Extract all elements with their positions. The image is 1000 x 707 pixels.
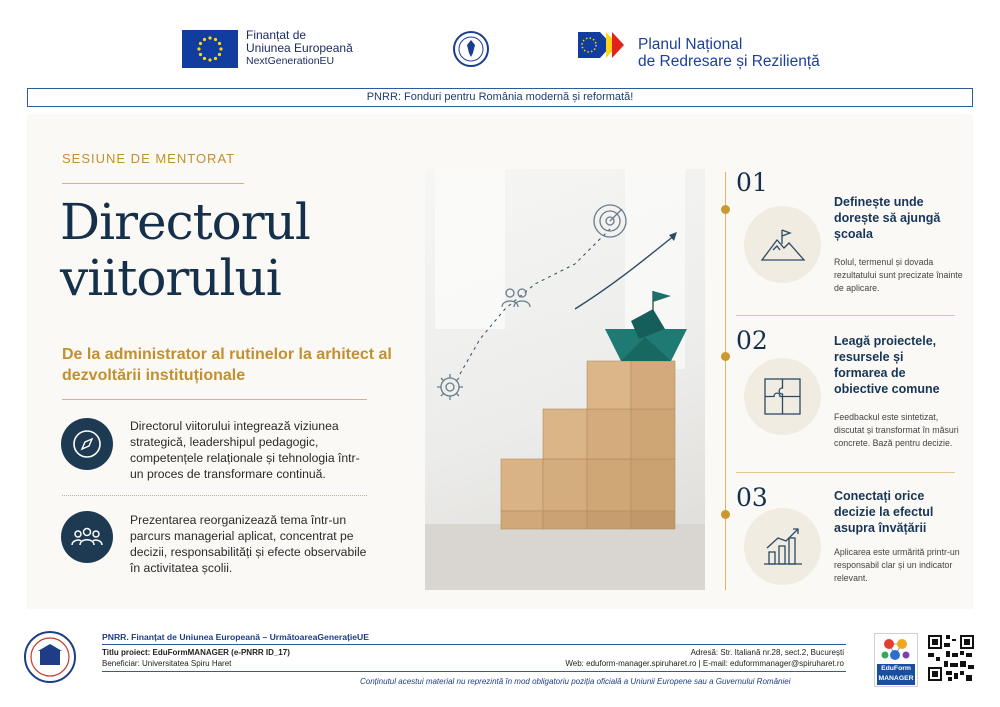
footer-address: Adresă: Str. Italiană nr.28, sect.2, București [690, 648, 844, 657]
pnrr-logo-icon [578, 30, 632, 60]
timeline-dot [721, 205, 730, 214]
subtitle: De la administrator al rutinelor la arhitect al dezvoltării instituționale [62, 346, 392, 384]
step-number-3: 03 [736, 483, 768, 512]
stairs-illustration [425, 169, 705, 590]
step-number-1: 01 [736, 168, 768, 197]
step-text-1: Rolul, termenul și dovada rezultatului sunt precizate înainte de aplicare. [834, 257, 963, 293]
eduform-label-line-1: EduForm [881, 665, 911, 672]
footer-project: Titlu proiect: EduFormMANAGER (e-PNRR ID_17) [102, 648, 290, 657]
divider [62, 399, 367, 400]
step-number-2: 02 [736, 326, 768, 355]
eu-line-2: Uniunea Europeană [246, 41, 353, 55]
compass-icon [61, 418, 113, 470]
footer-beneficiary: Beneficiar: Universitatea Spiru Haret [102, 659, 232, 668]
people-icon [61, 511, 113, 563]
session-kicker: SESIUNE DE MENTORAT [62, 151, 236, 166]
timeline-dot [721, 352, 730, 361]
feature-text-2: Prezentarea reorganizează tema într-un parcurs managerial aplicat, concentrat pe decizii, responsabilități și efecte observabile în activitatea școlii. [130, 513, 367, 575]
puzzle-icon [744, 358, 821, 435]
qr-code-icon[interactable] [926, 633, 976, 683]
step-text-2: Feedbackul este sintetizat, discutat și transformat în măsuri concrete. Bază pentru decizie. [834, 412, 959, 448]
step-heading-1: Definește unde dorește să ajungă școala [834, 195, 941, 241]
step-divider [736, 472, 955, 473]
pnrr-line-1: Planul Național [638, 36, 743, 53]
government-seal-icon [453, 31, 489, 67]
title-line-1: Directorul [60, 193, 310, 251]
dotted-divider [62, 495, 367, 496]
pnrr-line-2: de Redresare și Reziliență [638, 53, 820, 70]
eduform-label-line-2: MANAGER [878, 675, 914, 682]
header [0, 0, 1000, 86]
slogan-banner: PNRR: Fonduri pentru România modernă și reformată! [27, 88, 973, 107]
mountain-flag-icon [744, 206, 821, 283]
footer-rule [102, 671, 846, 672]
footer-funding-line: PNRR. Finanțat de Uniunea Europeană – UrmătoareaGenerațieUE [102, 632, 369, 642]
step-heading-3: Conectați orice decizie la efectul asupra învățării [834, 489, 934, 535]
eu-line-1: Finanțat de [246, 28, 307, 42]
university-seal-icon [24, 631, 76, 683]
title-line-2: viitorului [60, 249, 281, 307]
step-text-3: Aplicarea este urmărită printr-un responsabil clar și un indicator relevant. [834, 547, 960, 583]
timeline-line [725, 172, 726, 590]
page-title [60, 194, 310, 306]
eu-funding-label [246, 29, 353, 68]
divider [62, 183, 244, 184]
step-heading-2: Leagă proiectele, resursele și formarea de obiective comune [834, 334, 940, 396]
timeline-dot [721, 510, 730, 519]
growth-chart-icon [744, 508, 821, 585]
pnrr-label [638, 36, 820, 70]
step-divider [736, 315, 955, 316]
footer-disclaimer: Conținutul acestui material nu reprezintă în mod obligatoriu poziția oficială a Uniunii Europene sau a Guvernului României [360, 677, 791, 686]
network-icon [875, 635, 917, 665]
eu-line-3: NextGenerationEU [246, 55, 335, 67]
footer-rule [102, 644, 846, 645]
eduform-label [877, 664, 915, 685]
eu-flag-icon [182, 30, 238, 68]
feature-text-1: Directorul viitorului integrează viziunea strategică, leadershipul pedagogic, competențele relaționale și tehnologia într-un proces de transformare continuă. [130, 419, 360, 481]
footer-web-link[interactable]: Web: eduform-manager.spiruharet.ro | E-mail: eduformmanager@spiruharet.ro [565, 659, 844, 668]
eduform-logo [874, 633, 918, 687]
